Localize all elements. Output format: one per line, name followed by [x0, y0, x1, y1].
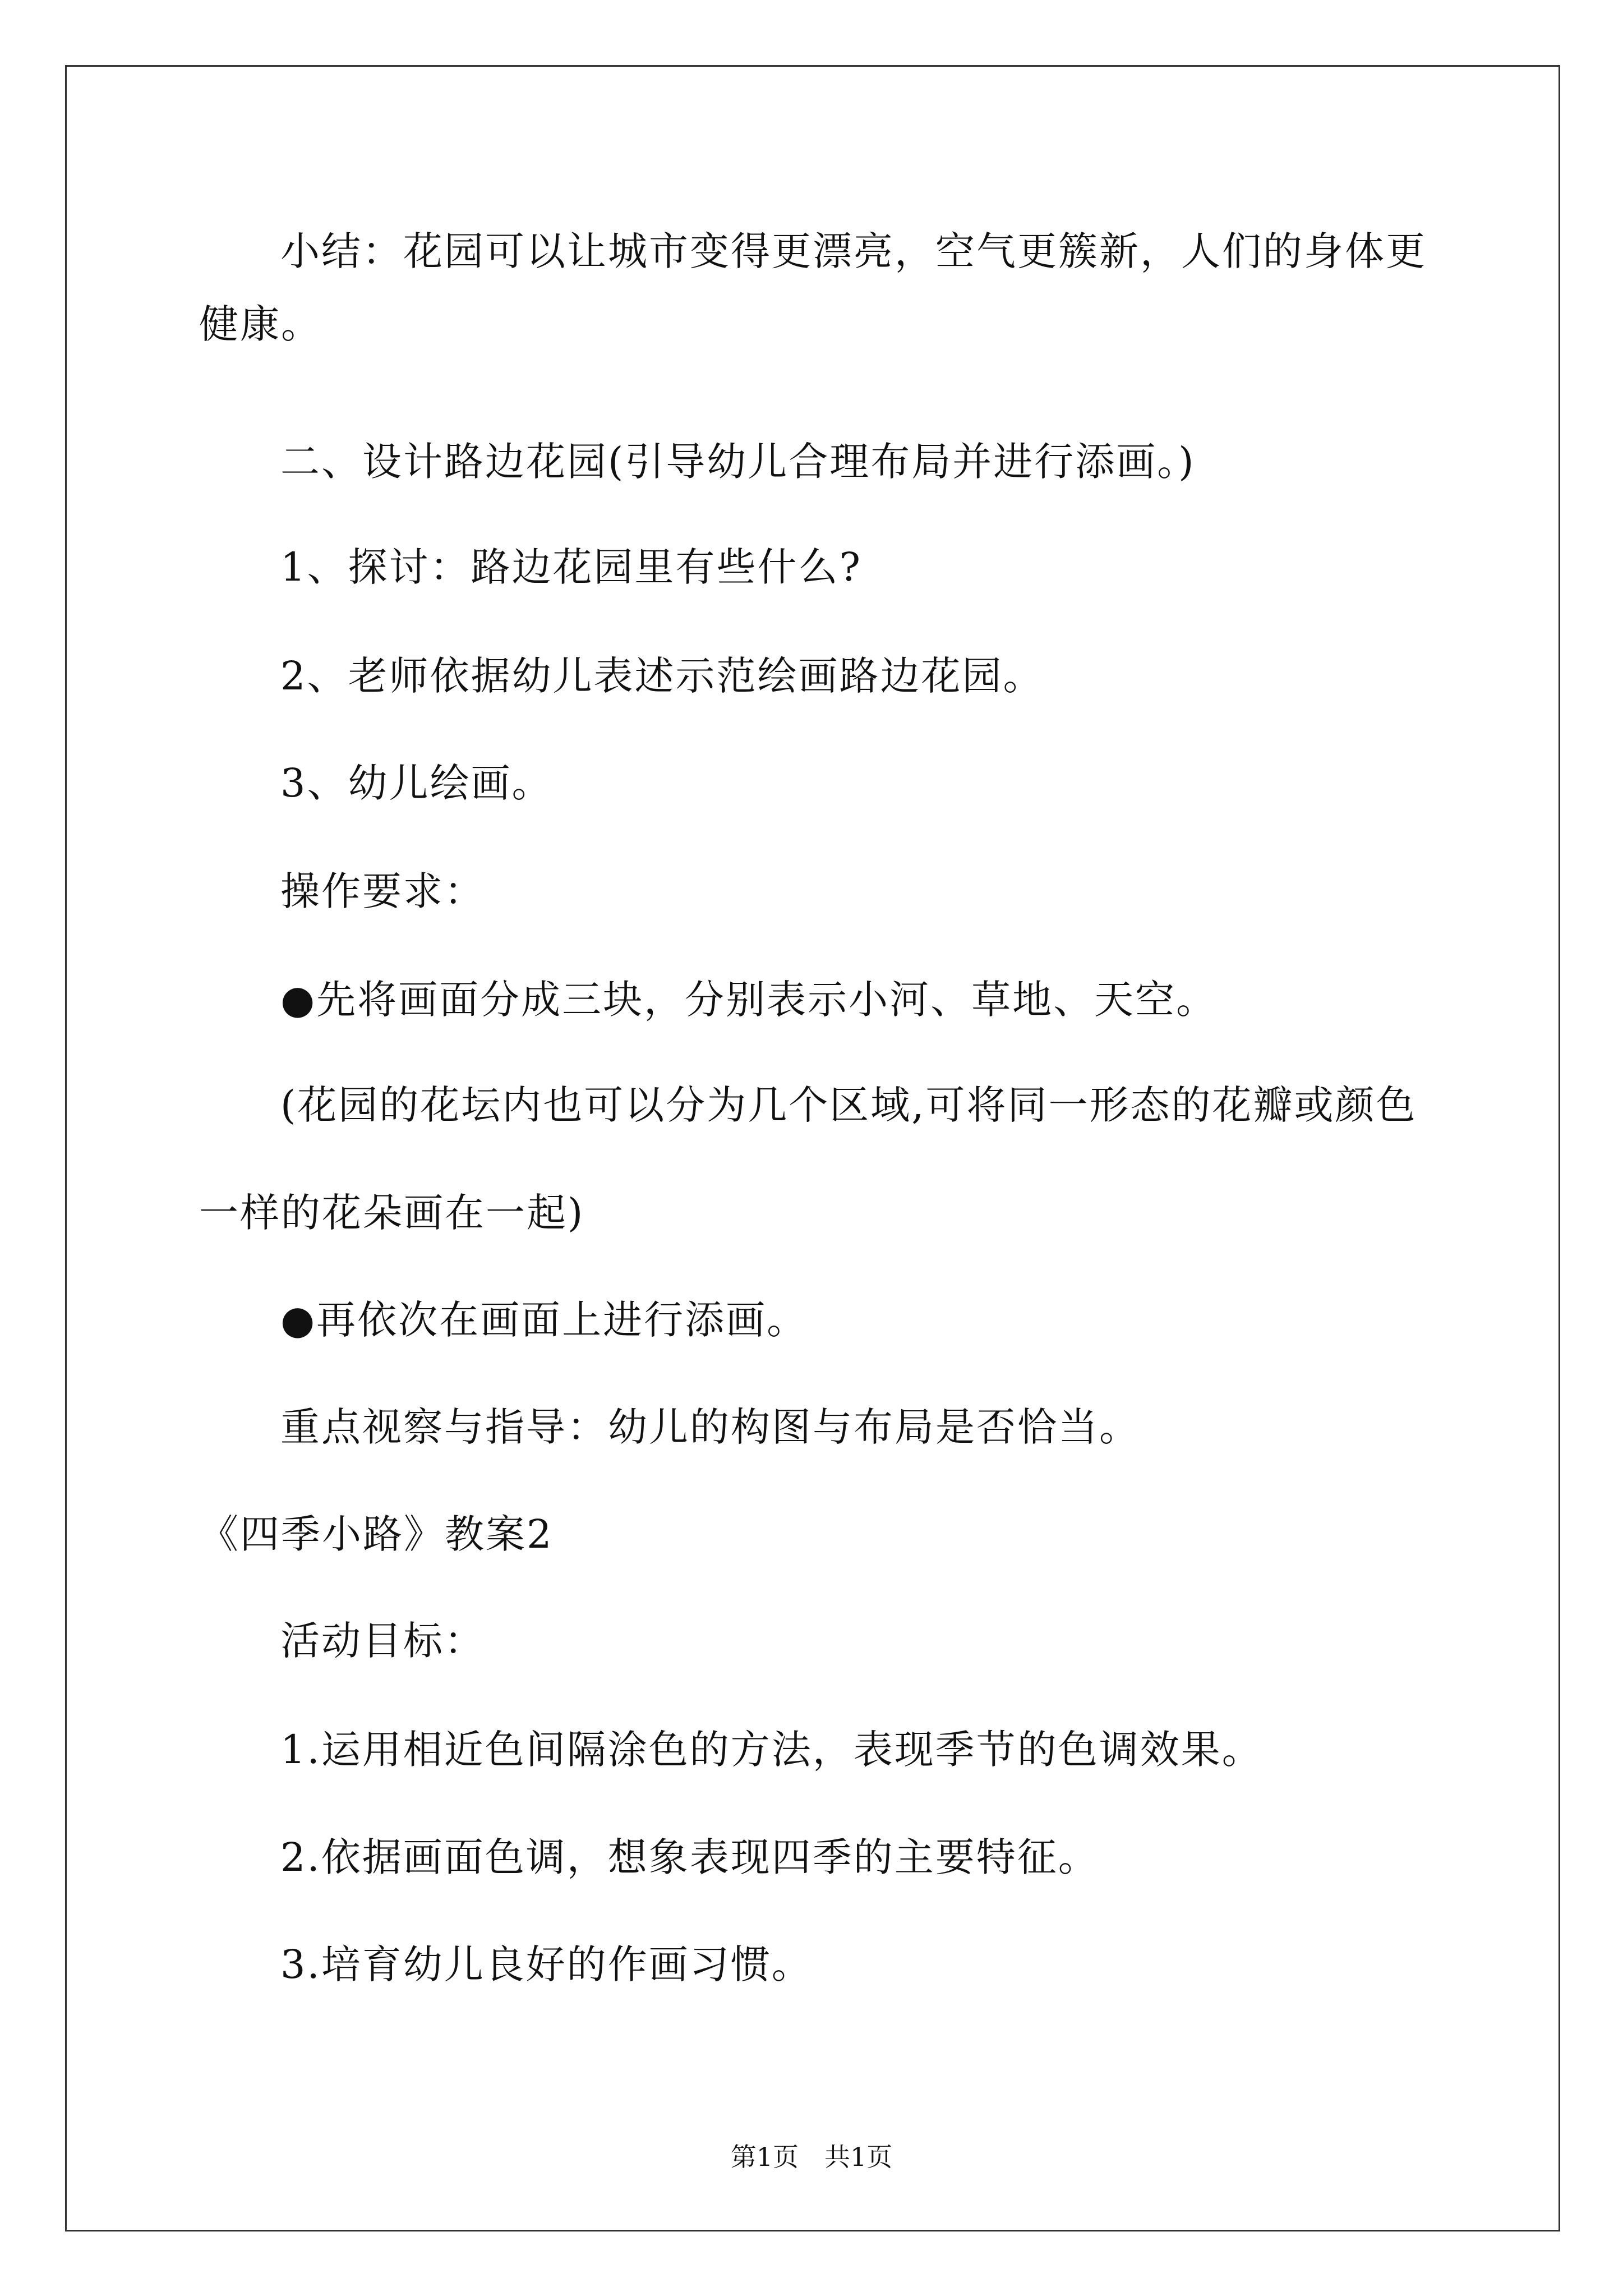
- paragraph-flowerbed-cont: 一样的花朵画在一起): [199, 1190, 585, 1236]
- objective-item-2: 2.依据画面色调，想象表现四季的主要特征。: [280, 1834, 1099, 1880]
- document-title: 《四季小路》教案2: [199, 1511, 554, 1557]
- section-heading-design: 二、设计路边花园(引导幼儿合理布局并进行添画。): [280, 439, 1196, 485]
- objectives-heading: 活动目标：: [280, 1618, 485, 1664]
- list-item-1: 1、探讨：路边花园里有些什么?: [280, 544, 863, 590]
- paragraph-summary: 小结：花园可以让城市变得更漂亮，空气更簇新，人们的身体更: [280, 228, 1427, 274]
- operation-heading: 操作要求：: [280, 868, 485, 914]
- objective-item-1: 1.运用相近色间隔涂色的方法，表现季节的色调效果。: [280, 1727, 1263, 1773]
- objective-item-3: 3.培育幼儿良好的作画习惯。: [280, 1941, 813, 1987]
- paragraph-flowerbed: (花园的花坛内也可以分为几个区域,可将同一形态的花瓣或颜色: [280, 1082, 1417, 1128]
- page-footer: 第1页 共1页: [730, 2142, 893, 2172]
- list-item-2: 2、老师依据幼儿表述示范绘画路边花园。: [280, 653, 1044, 699]
- list-item-3: 3、幼儿绘画。: [280, 760, 553, 806]
- bullet-item-1: ●先将画面分成三块，分别表示小河、草地、天空。: [280, 977, 1218, 1023]
- page-border: [65, 65, 1560, 2231]
- paragraph-guidance: 重点视察与指导：幼儿的构图与布局是否恰当。: [280, 1404, 1140, 1450]
- paragraph-summary-cont: 健康。: [199, 301, 322, 347]
- bullet-item-2: ●再依次在画面上进行添画。: [280, 1297, 808, 1343]
